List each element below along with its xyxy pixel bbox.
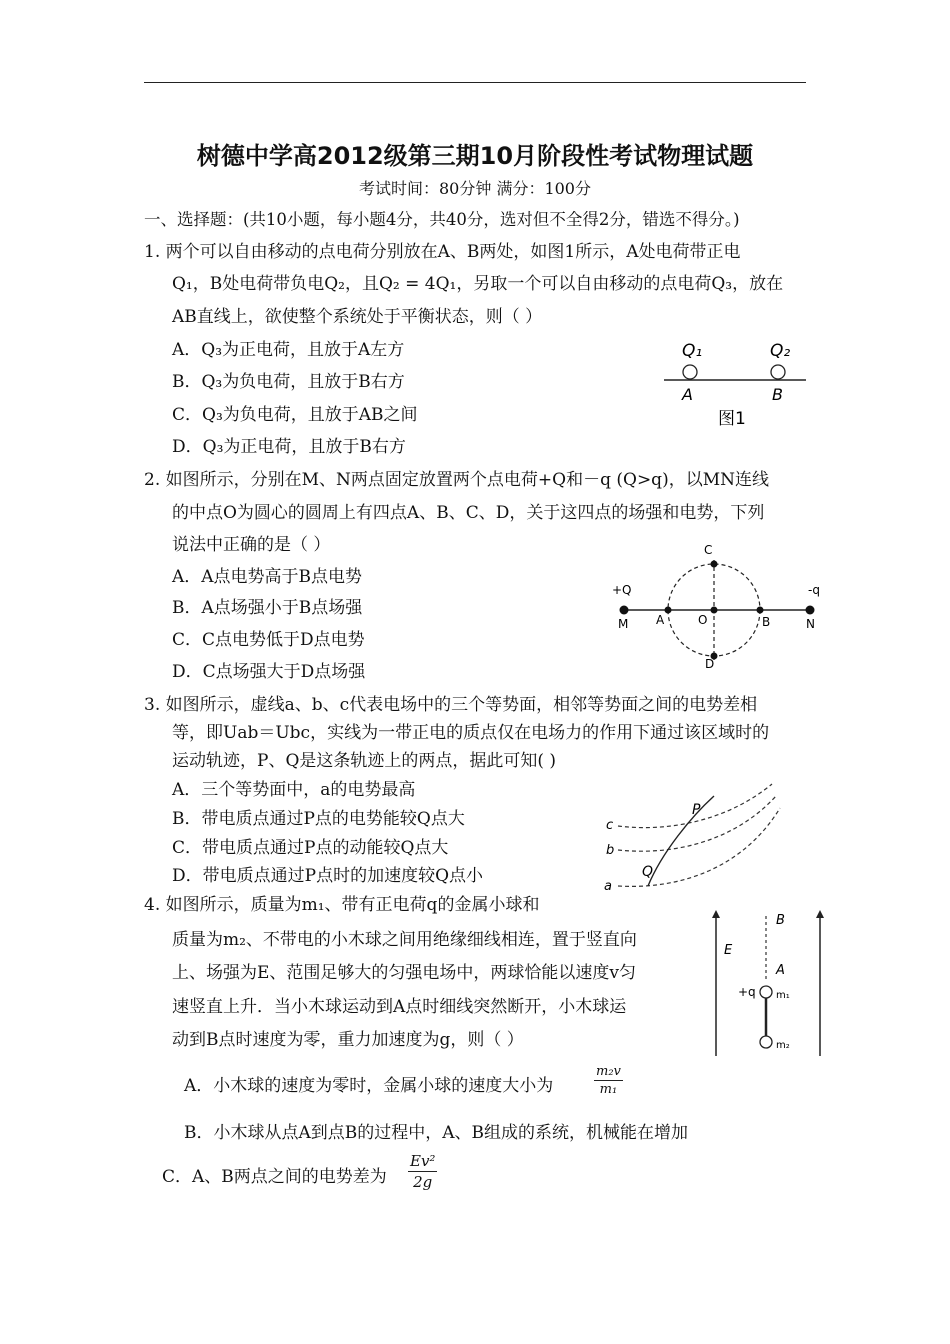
- q4-line-1: 4. 如图所示，质量为m₁、带有正电荷q的金属小球和: [144, 895, 540, 915]
- q2-line-1: 2. 如图所示，分别在M、N两点固定放置两个点电荷+Q和－q (Q>q)，以MN连线: [144, 470, 769, 490]
- q3-line-2: 等，即Uab＝Ubc，实线为一带正电的质点仅在电场力的作用下通过该区域时的: [172, 723, 770, 743]
- q3-option-c: C．带电质点通过P点的动能较Q点大: [172, 838, 449, 858]
- fig1-caption: 图1: [718, 409, 746, 429]
- q3-option-d: D．带电质点通过P点时的加速度较Q点小: [172, 866, 484, 886]
- q4-line-3: 上、场强为E、范围足够大的匀强电场中，两球恰能以速度v匀: [172, 963, 637, 983]
- q3-option-a: A．三个等势面中，a的电势最高: [172, 780, 416, 800]
- q4-option-b: B．小木球从点A到点B的过程中，A、B组成的系统，机械能在增加: [184, 1123, 689, 1143]
- fig2-plus-q: +Q: [612, 583, 632, 597]
- q4-line-2: 质量为m₂、不带电的小木球之间用绝缘细线相连，置于竖直向: [172, 930, 637, 950]
- fig1-b-label: B: [772, 385, 783, 404]
- q4-option-a-fraction: [594, 1064, 623, 1097]
- fig1-q2-label: Q₂: [770, 341, 791, 361]
- section-heading: 一、选择题：(共10小题，每小题4分，共40分，选对但不全得2分，错选不得分。): [144, 210, 740, 229]
- q2-line-3: 说法中正确的是（ ）: [172, 535, 331, 555]
- q2-line-2: 的中点O为圆心的圆周上有四点A、B、C、D，关于这四点的场强和电势，下列: [172, 503, 765, 523]
- fig1-q1-label: Q₁: [682, 341, 703, 361]
- q4-option-c: C．A、B两点之间的电势差为: [162, 1167, 387, 1187]
- fig2-point-n: [806, 606, 815, 615]
- fig2-point-o: [711, 607, 718, 614]
- fig4-e-label: E: [724, 943, 733, 958]
- q4-option-c-numerator: Ev²: [410, 1152, 436, 1170]
- figure-4: [700, 906, 832, 1060]
- q3-option-b: B．带电质点通过P点的电势能较Q点大: [172, 809, 465, 829]
- figure-3: [596, 782, 786, 894]
- fig4-ball-m1: [760, 986, 772, 998]
- fig4-arrow-right: [816, 910, 824, 918]
- figure-1: [660, 338, 810, 430]
- fig3-p-label: P: [692, 802, 701, 818]
- fig2-point-m: [620, 606, 629, 615]
- q1-option-c: C．Q₃为负电荷，且放于AB之间: [172, 405, 418, 425]
- fig3-a-label: a: [604, 879, 612, 894]
- fig2-c-label: C: [704, 543, 713, 557]
- q4-line-4: 速竖直上升．当小木球运动到A点时细线突然断开，小木球运: [172, 997, 627, 1017]
- fig4-arrow-left: [712, 910, 720, 918]
- q2-option-a: A．A点电势高于B点电势: [172, 567, 363, 587]
- q2-option-d: D．C点场强大于D点场强: [172, 662, 366, 682]
- fig2-minus-q: -q: [808, 583, 820, 597]
- figure-2: [606, 538, 832, 670]
- q2-option-b: B．A点场强小于B点场强: [172, 598, 363, 618]
- q3-line-3: 运动轨迹，P、Q是这条轨迹上的两点，据此可知( ): [172, 751, 557, 771]
- q1-option-b: B．Q₃为负电荷，且放于B右方: [172, 372, 405, 392]
- fig1-a-label: A: [682, 385, 693, 404]
- fig2-b-label: B: [762, 615, 771, 629]
- fig2-point-c: [711, 561, 718, 568]
- fig2-point-a: [665, 607, 672, 614]
- fig2-point-b: [757, 607, 764, 614]
- fig2-a-label: A: [656, 613, 665, 627]
- fig3-b-label: b: [606, 843, 615, 858]
- header-rule: [144, 82, 806, 83]
- q3-line-1: 3. 如图所示，虚线a、b、c代表电场中的三个等势面，相邻等势面之间的电势差相: [144, 695, 758, 715]
- q1-option-d: D．Q₃为正电荷，且放于B右方: [172, 437, 406, 457]
- fig4-m1-label: m₁: [776, 990, 790, 1001]
- q4-option-c-fraction: [408, 1152, 437, 1191]
- fig4-plus-q-label: +q: [738, 985, 756, 999]
- fig4-ball-m2: [760, 1036, 772, 1048]
- fig1-charge-a: [683, 365, 697, 379]
- q4-option-a-numerator: m₂v: [596, 1064, 621, 1079]
- q1-line-3: AB直线上，欲使整个系统处于平衡状态，则（ ）: [172, 307, 543, 327]
- q4-line-5: 动到B点时速度为零，重力加速度为g，则（ ）: [172, 1030, 524, 1050]
- fig2-n-label: N: [806, 617, 815, 631]
- q4-option-a-denominator: m₁: [599, 1082, 618, 1097]
- fig4-a-label: A: [776, 963, 785, 978]
- q2-option-c: C．C点电势低于D点电势: [172, 630, 365, 650]
- fig1-charge-b: [771, 365, 785, 379]
- fig4-b-label: B: [776, 913, 785, 928]
- page-title: 树德中学高2012级第三期10月阶段性考试物理试题: [196, 142, 754, 170]
- q4-option-c-denominator: 2g: [413, 1173, 433, 1191]
- q1-line-1: 1. 两个可以自由移动的点电荷分别放在A、B两处，如图1所示，A处电荷带正电: [144, 242, 741, 262]
- q1-line-2: Q₁，B处电荷带负电Q₂，且Q₂ = 4Q₁，另取一个可以自由移动的点电荷Q₃，放在: [172, 274, 784, 294]
- fig2-d-label: D: [705, 657, 715, 670]
- fig3-q-label: Q: [642, 864, 654, 880]
- fig2-o-label: O: [698, 613, 708, 627]
- fig2-m-label: M: [618, 617, 629, 631]
- fig3-c-label: c: [606, 818, 614, 833]
- q4-option-a: A．小木球的速度为零时，金属小球的速度大小为: [184, 1076, 554, 1096]
- exam-info: 考试时间：80分钟 满分：100分: [359, 179, 591, 198]
- fig4-m2-label: m₂: [776, 1040, 790, 1051]
- q1-option-a: A．Q₃为正电荷，且放于A左方: [172, 340, 405, 360]
